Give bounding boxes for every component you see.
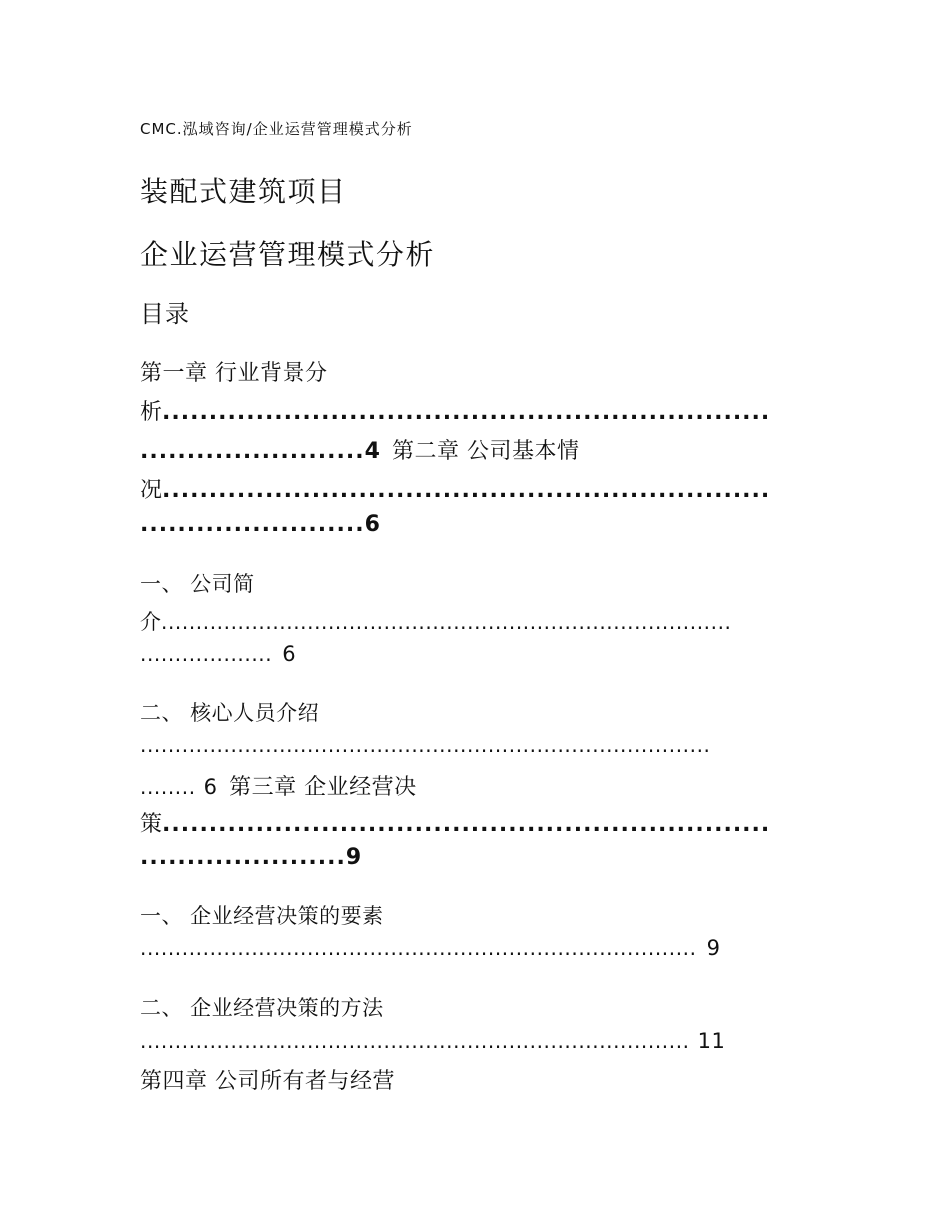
toc-section-2-1-page-row[interactable]: [140, 642, 296, 666]
toc-chapter-2-leader-cont: ........................: [140, 512, 365, 537]
document-title-line1: 装配式建筑项目: [140, 175, 347, 208]
toc-section-2-2-leader-cont: ........: [140, 775, 196, 799]
toc-heading: 目录: [140, 300, 190, 328]
toc-section-2-2-label[interactable]: 二、 核心人员介绍: [140, 701, 320, 725]
toc-section-2-1-tail: 介: [140, 610, 161, 634]
toc-section-3-2-label[interactable]: 二、 企业经营决策的方法: [140, 996, 384, 1020]
toc-section-2-1-leader-cont: ...................: [140, 642, 273, 666]
toc-section-3-1-page: 9: [706, 936, 721, 960]
toc-chapter-2-leader-row[interactable]: [140, 473, 802, 504]
toc-chapter-4-label[interactable]: 第四章 公司所有者与经营: [140, 1069, 395, 1094]
toc-chapter-3-page-row[interactable]: [140, 845, 362, 870]
toc-chapter-2-page-row[interactable]: [140, 512, 380, 537]
toc-chapter-2-tail: 况: [140, 478, 163, 503]
toc-chapter-1-page-row[interactable]: [140, 434, 579, 465]
toc-chapter-2-page: 6: [364, 512, 381, 537]
toc-chapter-2-leader: .................................................................: [162, 478, 771, 503]
toc-chapter-1-label[interactable]: 第一章 行业背景分: [140, 361, 328, 386]
toc-chapter-1-page: 4: [364, 439, 381, 464]
toc-section-2-1-leader-row[interactable]: [140, 606, 802, 636]
toc-section-3-2-page: 11: [697, 1029, 726, 1053]
toc-chapter-3-tail: 策: [140, 812, 163, 837]
toc-section-3-1-label[interactable]: 一、 企业经营决策的要素: [140, 904, 384, 928]
header-breadcrumb: CMC.泓域咨询/企业运营管理模式分析: [140, 120, 413, 138]
toc-chapter-3-leader-row[interactable]: [140, 807, 802, 838]
toc-section-2-1-leader: ..................................................................................: [161, 610, 732, 634]
toc-chapter-3-leader-cont: ......................: [140, 845, 346, 870]
toc-chapter-1-leader-cont: ........................: [140, 439, 365, 464]
toc-chapter-1-leader: .................................................................: [162, 400, 771, 425]
toc-chapter-1-leader-row[interactable]: [140, 395, 802, 426]
toc-section-2-1-page: 6: [282, 642, 297, 666]
toc-chapter-3-label[interactable]: 第三章 企业经营决: [229, 775, 417, 800]
toc-section-3-2-page-row[interactable]: [140, 1029, 725, 1053]
document-title-line2: 企业运营管理模式分析: [140, 238, 436, 271]
toc-section-2-2-leader-row[interactable]: [140, 733, 802, 757]
toc-chapter-1-tail: 析: [140, 400, 163, 425]
toc-section-2-1-label[interactable]: 一、 公司简: [140, 572, 255, 596]
toc-section-2-2-leader: ..................................................................................: [140, 733, 711, 757]
toc-section-2-2-page-row[interactable]: [140, 770, 417, 801]
toc-section-3-2-leader: ...............................................................................: [140, 1029, 690, 1053]
toc-section-3-1-page-row[interactable]: [140, 936, 720, 960]
toc-section-2-2-page: 6: [203, 775, 218, 799]
toc-section-3-1-leader: ................................................................................: [140, 936, 697, 960]
toc-chapter-3-page: 9: [345, 845, 362, 870]
toc-chapter-2-label[interactable]: 第二章 公司基本情: [391, 439, 580, 464]
toc-chapter-3-leader: .................................................................: [162, 812, 771, 837]
